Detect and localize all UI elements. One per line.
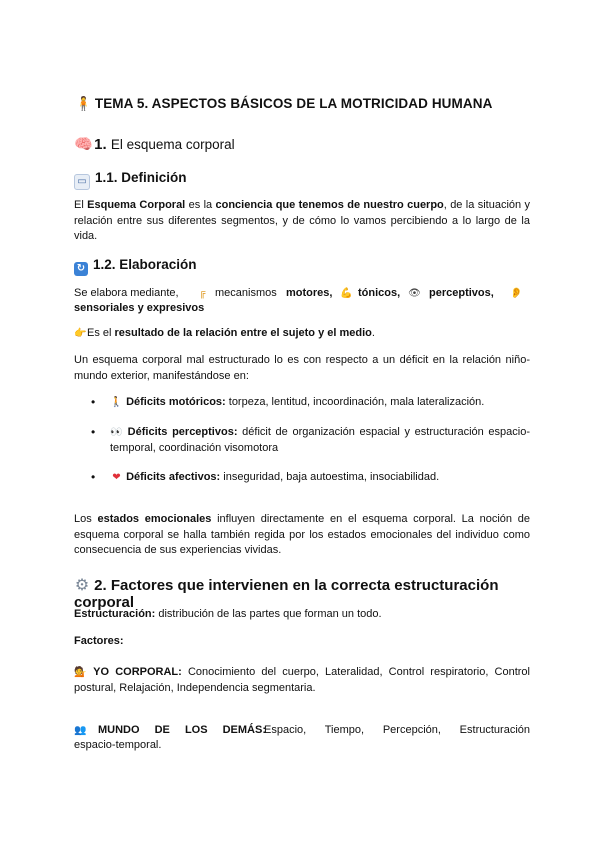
deficits-list: • 🚶 Déficits motóricos: torpeza, lentitud, incoordinación, mala lateralización. • 👀 Déficits perceptivos: déficit de organización espacial y estructuración espacio-temporal, coordinación visomotora • ❤ Déficits afectivos: inseguridad, baja autoestima, insociabilidad. — [91, 395, 531, 484]
yo-corporal-paragraph: 💁 YO CORPORAL: Conocimiento del cuerpo, Lateralidad, Control respiratorio, Control postural, Relajación, Independencia segmentaria. — [74, 666, 530, 694]
elaboration-line-1: Se elabora mediante, ╔ mecanismos motores, 💪 tónicos, 👁 perceptivos, 👂 — [74, 286, 530, 302]
definition-paragraph: El Esquema Corporal es la conciencia que tenemos de nuestro cuerpo, de la situación y relación entre sus diferentes segmentos, y de cómo lo vamos percibiendo a lo largo de la vida. — [74, 199, 530, 242]
open-book-icon: ▭ — [74, 174, 90, 190]
eyes-icon: 👀 — [110, 427, 123, 438]
walking-person-icon: 🚶 — [110, 397, 123, 408]
mundo-demas-line-1: 👥 MUNDO DE LOS DEMÁS: — [74, 723, 530, 739]
structuration-definition: Estructuración: distribución de las partes que forman un todo. — [74, 608, 382, 620]
section-2-heading: ⚙ 2. Factores que intervienen en la correcta estructuración corporal — [74, 575, 499, 611]
person-tipping-hand-icon: 💁 — [74, 667, 87, 678]
document-title: 🧍 TEMA 5. ASPECTOS BÁSICOS DE LA MOTRICIDAD HUMANA — [75, 96, 493, 112]
heart-icon: ❤ — [112, 472, 121, 483]
people-icon: 👥 — [74, 725, 87, 736]
result-line: 👉Es el resultado de la relación entre el sujeto y el medio. — [74, 326, 530, 342]
emotions-paragraph: Los estados emocionales influyen directamente en el esquema corporal. La noción de esquema corporal se halla también regida por los estados emocionales del individuo como consecuencia de sus experiencias vividas. — [74, 513, 530, 556]
mundo-demas-values-line: Espacio, Tiempo, Percepción, Estructuración — [264, 724, 530, 736]
arrows-cycle-icon: ↻ — [74, 262, 88, 276]
brain-icon: 🧠 — [74, 135, 93, 153]
flexed-arm-icon-small: ╔ — [199, 288, 206, 299]
eye-icon: 👁 — [408, 288, 421, 299]
pointing-hand-icon: 👉 — [74, 328, 87, 339]
deficit-intro-paragraph: Un esquema corporal mal estructurado lo es con respecto a un déficit en la relación niño-mundo exterior, manifestándose en: — [74, 354, 530, 382]
gear-icon: ⚙ — [74, 575, 90, 594]
elaboration-line-2: sensoriales y expresivos — [74, 302, 205, 314]
person-standing-icon: 🧍 — [75, 96, 92, 112]
subsection-1-2-heading: ↻ 1.2. Elaboración — [74, 257, 374, 276]
flexed-biceps-icon: 💪 — [340, 288, 353, 299]
factors-label: Factores: — [74, 635, 124, 647]
subsection-1-1-heading: ▭ 1.1. Definición — [74, 170, 374, 190]
ear-icon: 👂 — [510, 288, 523, 299]
mundo-demas-line-2: espacio-temporal. — [74, 739, 162, 751]
section-1-heading: 🧠 1. El esquema corporal — [74, 135, 235, 153]
